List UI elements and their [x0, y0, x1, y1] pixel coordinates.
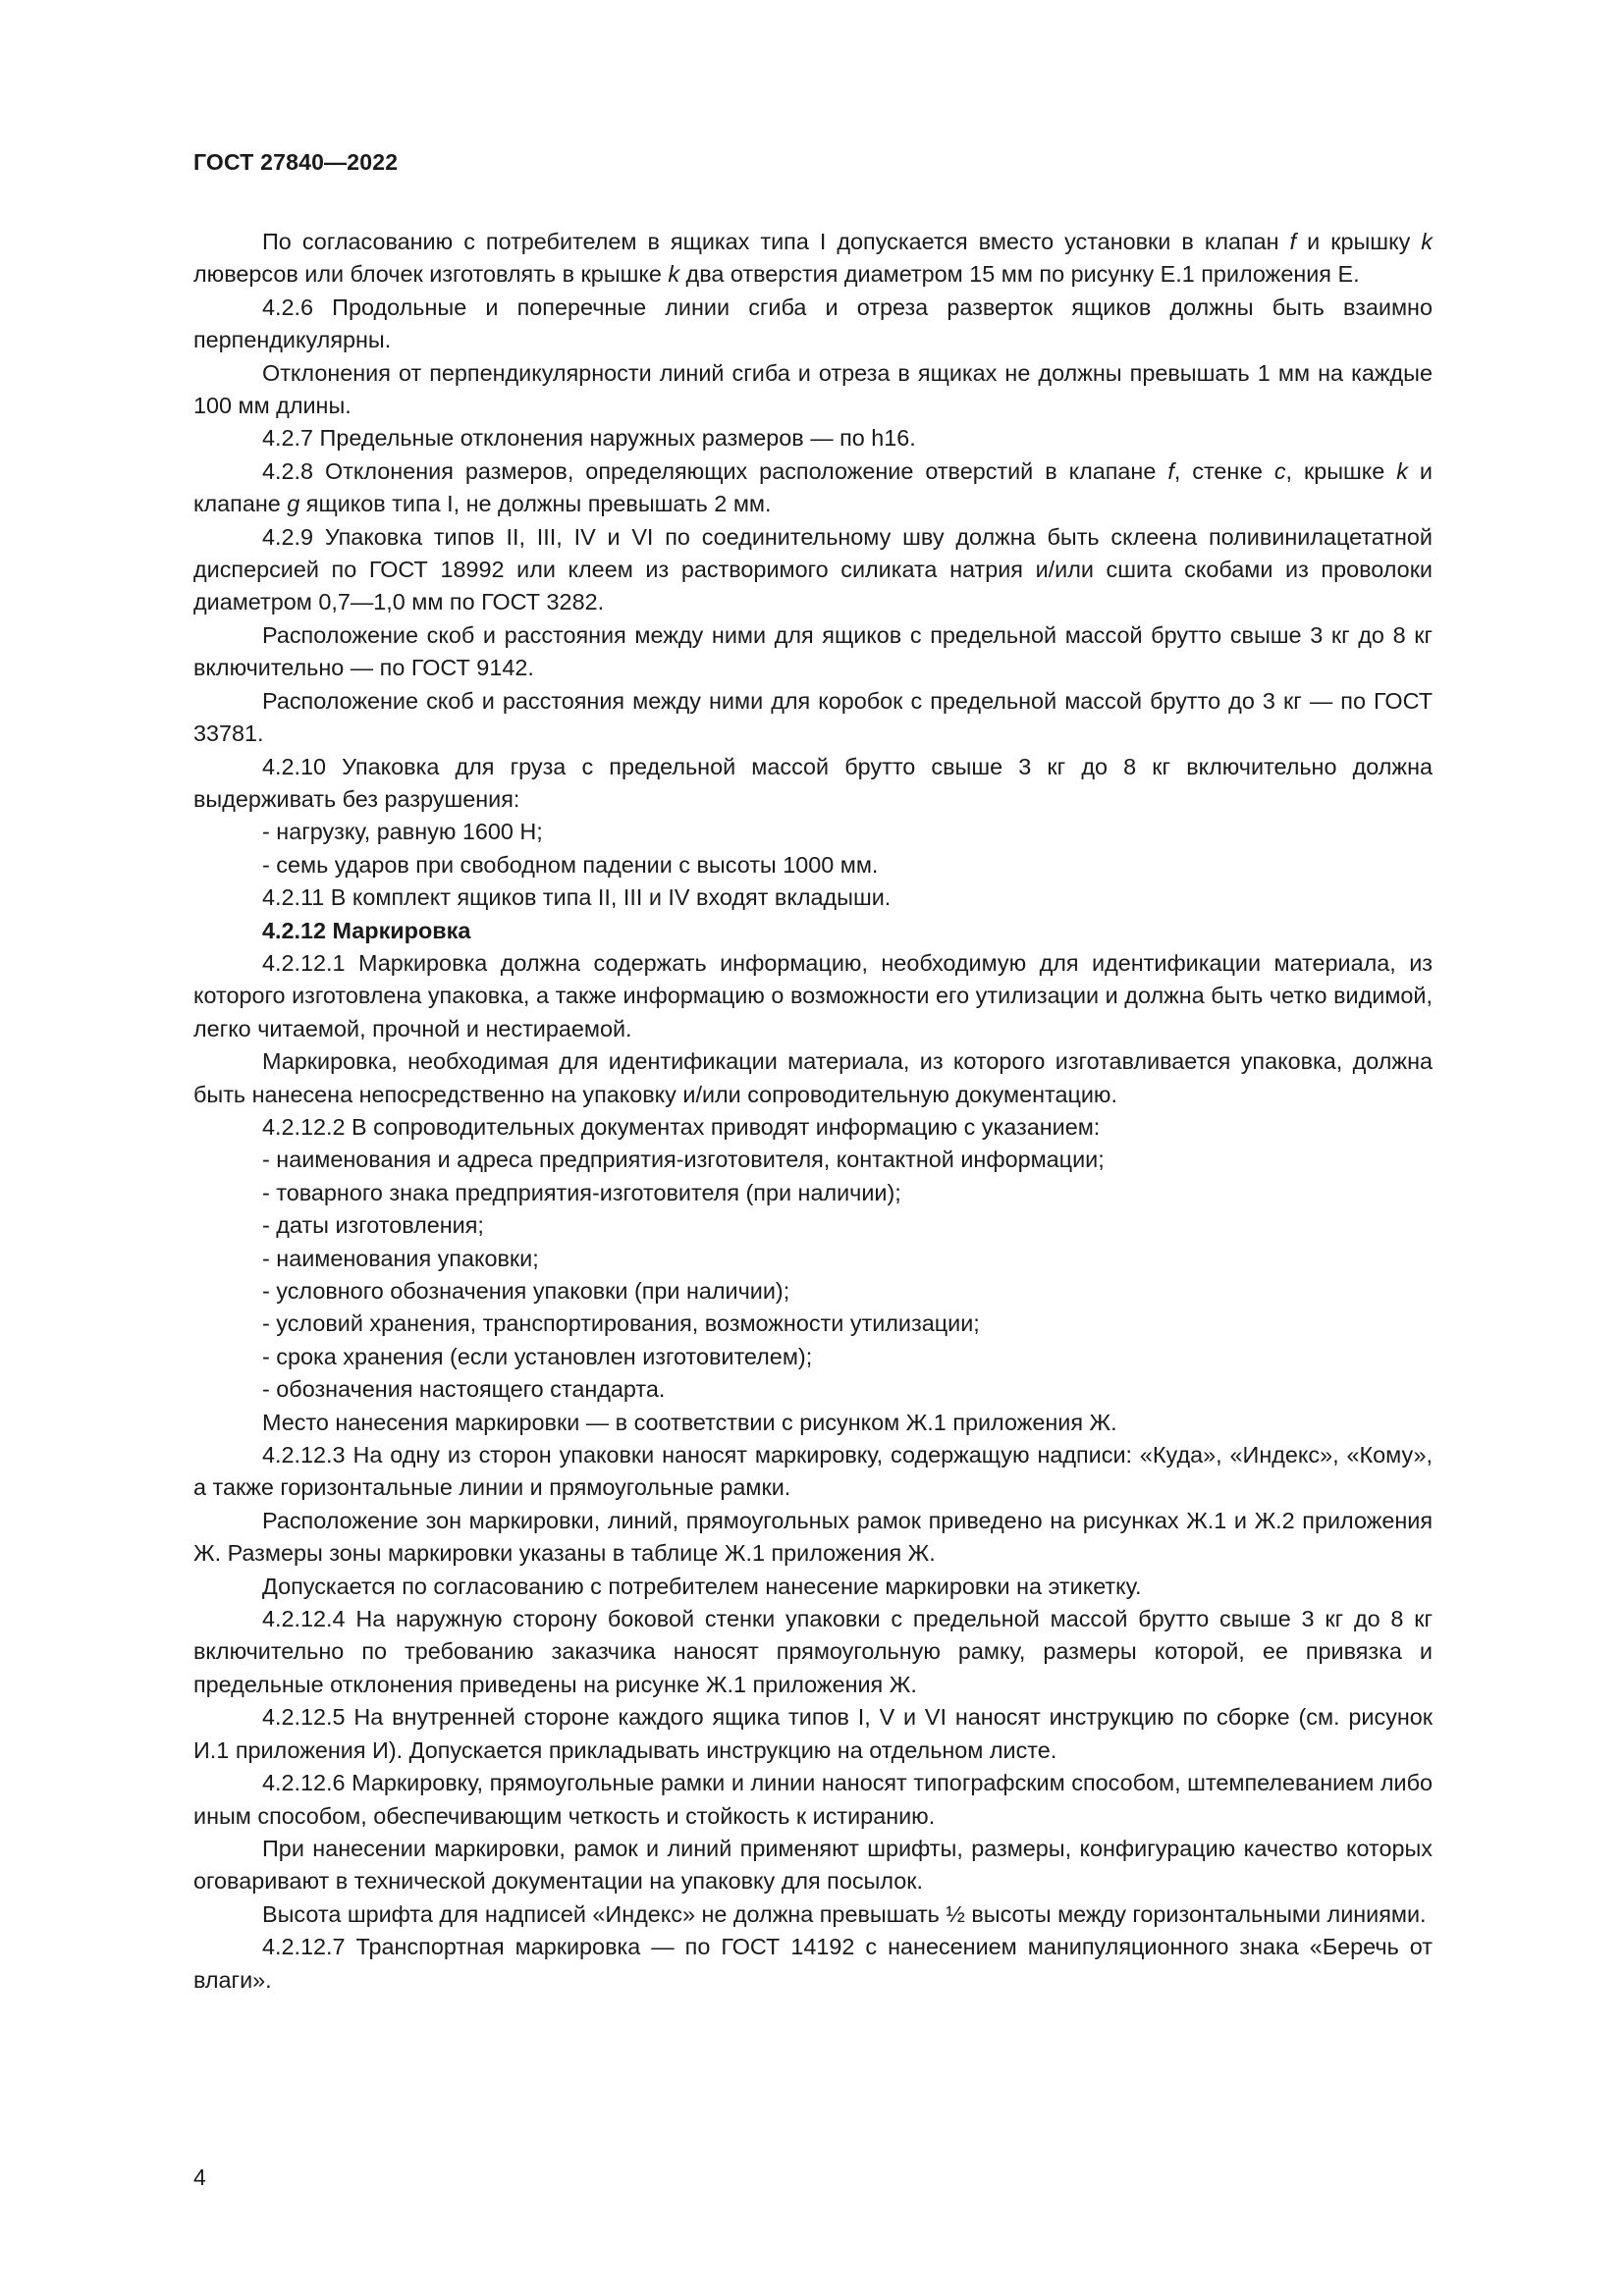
paragraph-4-2-12-3: 4.2.12.3 На одну из сторон упаковки наносят маркировку, содержащую надписи: «Куда», «Индекс», «Кому», а также горизонтальные линии и прямоугольные рамки. [193, 1442, 1433, 1501]
list-item: - условного обозначения упаковки (при наличии); [262, 1278, 790, 1304]
paragraph-marking-identification: Маркировка, необходимая для идентификации материала, из которого изготавливается упаковка, должна быть нанесена непосредственно на упаковку и/или сопроводительную документацию. [193, 1048, 1433, 1107]
paragraph-staples-boxes: Расположение скоб и расстояния между ними для ящиков с предельной массой брутто свыше 3 кг до 8 кг включительно — по ГОСТ 9142. [193, 621, 1433, 681]
paragraph-4-2-12-4: 4.2.12.4 На наружную сторону боковой стенки упаковки с предельной массой брутто свыше 3 кг до 8 кг включительно по требованию заказчика наносят прямоугольную рамку, размеры которой, ее привязка и предельные отклонения приведены на рисунке Ж.1 приложения Ж. [193, 1606, 1433, 1697]
paragraph-marking-zones: Расположение зон маркировки, линий, прямоугольных рамок приведено на рисунках Ж.1 и Ж.2 приложения Ж. Размеры зоны маркировки указаны в таблице Ж.1 приложения Ж. [193, 1507, 1433, 1567]
paragraph-index-font-height: Высота шрифта для надписей «Индекс» не должна превышать ½ высоты между горизонтальными линиями. [262, 1900, 1427, 1927]
list-item: - товарного знака предприятия-изготовителя (при наличии); [262, 1179, 901, 1205]
document-code-header: ГОСТ 27840—2022 [193, 149, 399, 175]
paragraph-4-2-12-2: 4.2.12.2 В сопроводительных документах приводят информацию с указанием: [262, 1113, 1101, 1140]
list-item: - срока хранения (если установлен изготовителем); [262, 1343, 813, 1369]
paragraph-fonts: При нанесении маркировки, рамок и линий применяют шрифты, размеры, конфигурацию качество которых оговаривают в технической документации на упаковку для посылок. [193, 1835, 1433, 1895]
list-item: - наименования и адреса предприятия-изготовителя, контактной информации; [262, 1147, 1105, 1173]
paragraph-4-2-11: 4.2.11 В комплект ящиков типа II, III и IV входят вкладыши. [262, 884, 892, 911]
paragraph-marking-location: Место нанесения маркировки — в соответствии с рисунком Ж.1 приложения Ж. [262, 1409, 1117, 1435]
list-item: - нагрузку, равную 1600 Н; [262, 819, 543, 845]
paragraph-eyelets-option: По согласованию с потребителем в ящиках типа I допускается вместо установки в клапан f и крышку k люверсов или блочек изготовлять в крышке k два отверстия диаметром 15 мм по рисунку Е.1 приложения Е. [193, 229, 1433, 288]
list-item: - даты изготовления; [262, 1212, 484, 1239]
paragraph-staples-cartons: Расположение скоб и расстояния между ними для коробок с предельной массой брутто до 3 кг — по ГОСТ 33781. [193, 687, 1433, 747]
list-item: - условий хранения, транспортирования, возможности утилизации; [262, 1310, 980, 1337]
paragraph-4-2-12-5: 4.2.12.5 На внутренней стороне каждого ящика типов I, V и VI наносят инструкцию по сборке (см. рисунок И.1 приложения И). Допускается прикладывать инструкцию на отдельном листе. [193, 1704, 1433, 1763]
paragraph-label-option: Допускается по согласованию с потребителем нанесение маркировки на этикетку. [262, 1573, 1142, 1599]
list-item: - обозначения настоящего стандарта. [262, 1376, 666, 1403]
paragraph-4-2-8: 4.2.8 Отклонения размеров, определяющих расположение отверстий в клапане f, стенке c, крышке k и клапане g ящиков типа I, не должны превышать 2 мм. [193, 457, 1433, 517]
list-item: - наименования упаковки; [262, 1245, 539, 1271]
paragraph-4-2-6: 4.2.6 Продольные и поперечные линии сгиба и отреза разверток ящиков должны быть взаимно перпендикулярны. [193, 294, 1433, 353]
paragraph-4-2-10: 4.2.10 Упаковка для груза с предельной массой брутто свыше 3 кг до 8 кг включительно должна выдерживать без разрушения: [193, 753, 1433, 812]
paragraph-4-2-7: 4.2.7 Предельные отклонения наружных размеров — по h16. [262, 425, 916, 452]
paragraph-perpendicularity: Отклонения от перпендикулярности линий сгиба и отреза в ящиках не должны превышать 1 мм на каждые 100 мм длины. [193, 359, 1433, 419]
paragraph-4-2-9: 4.2.9 Упаковка типов II, III, IV и VI по соединительному шву должна быть склеена поливинилацетатной дисперсией по ГОСТ 18992 или клеем из растворимого силиката натрия и/или сшита скобами из проволоки диаметром 0,7—1,0 мм по ГОСТ 3282. [193, 523, 1433, 615]
section-heading-marking: 4.2.12 Маркировка [262, 917, 471, 943]
page-number: 4 [193, 2164, 206, 2190]
paragraph-4-2-12-6: 4.2.12.6 Маркировку, прямоугольные рамки и линии наносят типографским способом, штемпелеванием либо иным способом, обеспечивающим четкость и стойкость к истиранию. [193, 1770, 1433, 1829]
list-item: - семь ударов при свободном падении с высоты 1000 мм. [262, 851, 879, 878]
paragraph-4-2-12-7: 4.2.12.7 Транспортная маркировка — по ГОСТ 14192 с нанесением манипуляционного знака «Беречь от влаги». [193, 1934, 1433, 1993]
paragraph-4-2-12-1: 4.2.12.1 Маркировка должна содержать информацию, необходимую для идентификации материала, из которого изготовлена упаковка, а также информацию о возможности его утилизации и должна быть четко видимой, легко читаемой, прочной и нестираемой. [193, 949, 1433, 1041]
document-body [193, 226, 1433, 1997]
